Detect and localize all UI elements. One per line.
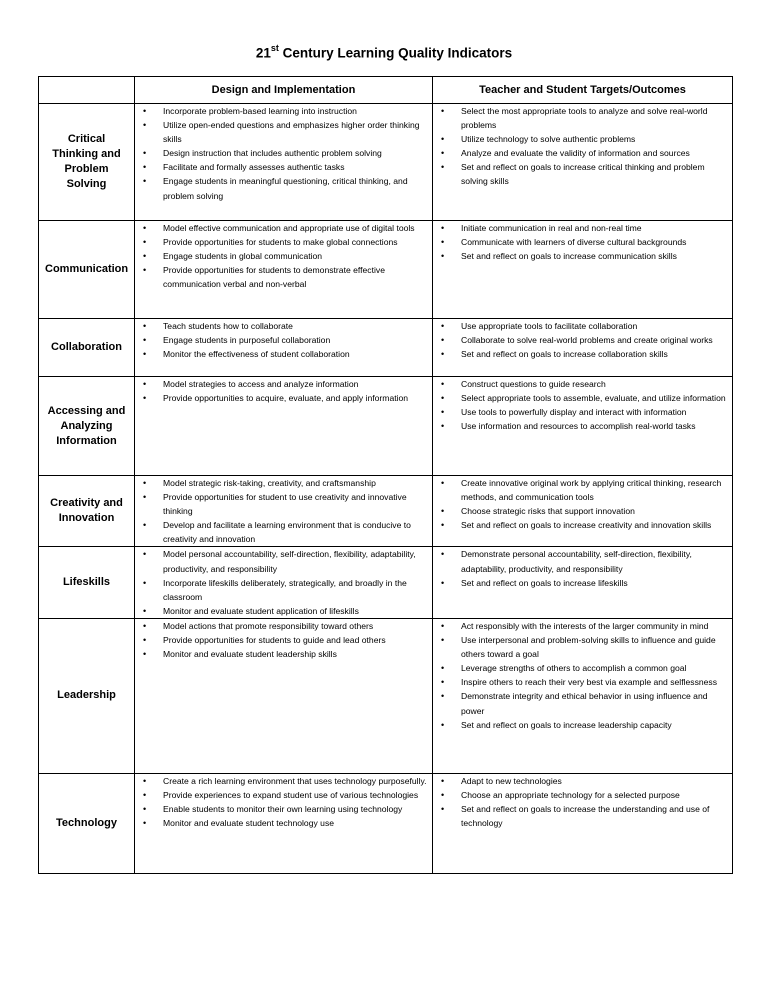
list-item: • Facilitate and formally assesses authentic tasks <box>135 160 432 174</box>
list-item: • Act responsibly with the interests of the larger community in mind <box>433 619 732 633</box>
list-item: • Monitor and evaluate student application of lifeskills <box>135 604 432 618</box>
targets-cell <box>433 221 733 319</box>
list-item: • Monitor and evaluate student leadership skills <box>135 647 432 661</box>
list-item: • Incorporate lifeskills deliberately, strategically, and broadly in the classroom <box>135 576 432 604</box>
list-item: • Provide opportunities for students to demonstrate effective communication verbal and non-verbal <box>135 263 432 291</box>
table-row <box>39 773 733 873</box>
list-item: • Provide opportunities for student to use creativity and innovative thinking <box>135 490 432 518</box>
list-item: • Set and reflect on goals to increase creativity and innovation skills <box>433 518 732 532</box>
category-cell: Lifeskills <box>39 547 135 618</box>
list-item: • Collaborate to solve real-world problems and create original works <box>433 333 732 347</box>
table-row <box>39 618 733 773</box>
list-item: • Model effective communication and appropriate use of digital tools <box>135 221 432 235</box>
list-item: • Demonstrate integrity and ethical behavior in using influence and power <box>433 689 732 717</box>
targets-cell <box>433 547 733 618</box>
list-item: • Use tools to powerfully display and interact with information <box>433 405 732 419</box>
list-item: • Utilize open-ended questions and emphasizes higher order thinking skills <box>135 118 432 146</box>
list-item: • Inspire others to reach their very best via example and selflessness <box>433 675 732 689</box>
list-item: • Select the most appropriate tools to analyze and solve real-world problems <box>433 104 732 132</box>
targets-list <box>433 774 732 830</box>
design-cell <box>135 773 433 873</box>
list-item: • Incorporate problem-based learning into instruction <box>135 104 432 118</box>
title-superscript: st <box>270 43 279 53</box>
targets-cell <box>433 476 733 547</box>
list-item: • Select appropriate tools to assemble, evaluate, and utilize information <box>433 391 732 405</box>
list-item: • Engage students in global communication <box>135 249 432 263</box>
list-item: • Teach students how to collaborate <box>135 319 432 333</box>
list-item: • Use interpersonal and problem-solving skills to influence and guide others toward a goal <box>433 633 732 661</box>
list-item: • Analyze and evaluate the validity of information and sources <box>433 146 732 160</box>
list-item: • Provide opportunities to acquire, evaluate, and apply information <box>135 391 432 405</box>
design-list <box>135 476 432 546</box>
design-cell <box>135 104 433 221</box>
list-item: • Choose an appropriate technology for a selected purpose <box>433 788 732 802</box>
targets-list <box>433 104 732 189</box>
list-item: • Monitor and evaluate student technology use <box>135 816 432 830</box>
list-item: • Set and reflect on goals to increase leadership capacity <box>433 718 732 732</box>
table-row <box>39 547 733 618</box>
header-row <box>39 77 733 104</box>
list-item: • Set and reflect on goals to increase collaboration skills <box>433 347 732 361</box>
list-item: • Enable students to monitor their own learning using technology <box>135 802 432 816</box>
category-cell: Leadership <box>39 618 135 773</box>
targets-cell <box>433 319 733 377</box>
category-cell: Accessing and Analyzing Information <box>39 377 135 476</box>
list-item: • Model strategic risk-taking, creativity, and craftsmanship <box>135 476 432 490</box>
targets-cell <box>433 104 733 221</box>
design-list <box>135 221 432 291</box>
list-item: • Engage students in purposeful collaboration <box>135 333 432 347</box>
list-item: • Construct questions to guide research <box>433 377 732 391</box>
table-row <box>39 319 733 377</box>
targets-list <box>433 476 732 532</box>
list-item: • Model personal accountability, self-direction, flexibility, adaptability, productivity, and responsibility <box>135 547 432 575</box>
design-list <box>135 619 432 661</box>
targets-list <box>433 547 732 589</box>
title-number: 21 <box>255 45 271 61</box>
header-category <box>39 77 135 104</box>
design-cell <box>135 618 433 773</box>
list-item: • Model actions that promote responsibility toward others <box>135 619 432 633</box>
category-cell: Technology <box>39 773 135 873</box>
list-item: • Demonstrate personal accountability, self-direction, flexibility, adaptability, productivity, and responsibility <box>433 547 732 575</box>
category-cell: Critical Thinking and Problem Solving <box>39 104 135 221</box>
list-item: • Provide opportunities for students to make global connections <box>135 235 432 249</box>
design-cell <box>135 476 433 547</box>
table-row <box>39 476 733 547</box>
title-text: Century Learning Quality Indicators <box>278 45 513 61</box>
design-cell <box>135 377 433 476</box>
targets-cell <box>433 618 733 773</box>
header-design: Design and Implementation <box>135 77 433 104</box>
targets-list <box>433 619 732 732</box>
targets-cell <box>433 773 733 873</box>
design-cell <box>135 547 433 618</box>
list-item: • Engage students in meaningful questioning, critical thinking, and problem solving <box>135 174 432 202</box>
category-cell: Communication <box>39 221 135 319</box>
list-item: • Set and reflect on goals to increase lifeskills <box>433 576 732 590</box>
design-list <box>135 319 432 361</box>
category-cell: Collaboration <box>39 319 135 377</box>
list-item: • Provide experiences to expand student use of various technologies <box>135 788 432 802</box>
header-targets: Teacher and Student Targets/Outcomes <box>433 77 733 104</box>
list-item: • Set and reflect on goals to increase the understanding and use of technology <box>433 802 732 830</box>
list-item: • Initiate communication in real and non-real time <box>433 221 732 235</box>
table-row <box>39 221 733 319</box>
table-row <box>39 104 733 221</box>
list-item: • Monitor the effectiveness of student collaboration <box>135 347 432 361</box>
list-item: • Use appropriate tools to facilitate collaboration <box>433 319 732 333</box>
list-item: • Set and reflect on goals to increase critical thinking and problem solving skills <box>433 160 732 188</box>
table-row <box>39 377 733 476</box>
design-list <box>135 547 432 617</box>
list-item: • Set and reflect on goals to increase communication skills <box>433 249 732 263</box>
list-item: • Create a rich learning environment that uses technology purposefully. <box>135 774 432 788</box>
design-list <box>135 774 432 830</box>
list-item: • Design instruction that includes authentic problem solving <box>135 146 432 160</box>
list-item: • Leverage strengths of others to accomplish a common goal <box>433 661 732 675</box>
targets-list <box>433 377 732 433</box>
list-item: • Develop and facilitate a learning environment that is conducive to creativity and innovation <box>135 518 432 546</box>
list-item: • Utilize technology to solve authentic problems <box>433 132 732 146</box>
design-cell <box>135 221 433 319</box>
table-body <box>39 104 733 874</box>
design-list <box>135 104 432 203</box>
list-item: • Communicate with learners of diverse cultural backgrounds <box>433 235 732 249</box>
targets-list <box>433 319 732 361</box>
list-item: • Choose strategic risks that support innovation <box>433 504 732 518</box>
list-item: • Adapt to new technologies <box>433 774 732 788</box>
targets-cell <box>433 377 733 476</box>
design-cell <box>135 319 433 377</box>
list-item: • Provide opportunities for students to guide and lead others <box>135 633 432 647</box>
document-title <box>0 44 768 61</box>
targets-list <box>433 221 732 263</box>
list-item: • Use information and resources to accomplish real-world tasks <box>433 419 732 433</box>
design-list <box>135 377 432 405</box>
list-item: • Model strategies to access and analyze information <box>135 377 432 391</box>
list-item: • Create innovative original work by applying critical thinking, research methods, and communication tools <box>433 476 732 504</box>
category-cell: Creativity and Innovation <box>39 476 135 547</box>
indicators-table <box>38 76 733 874</box>
